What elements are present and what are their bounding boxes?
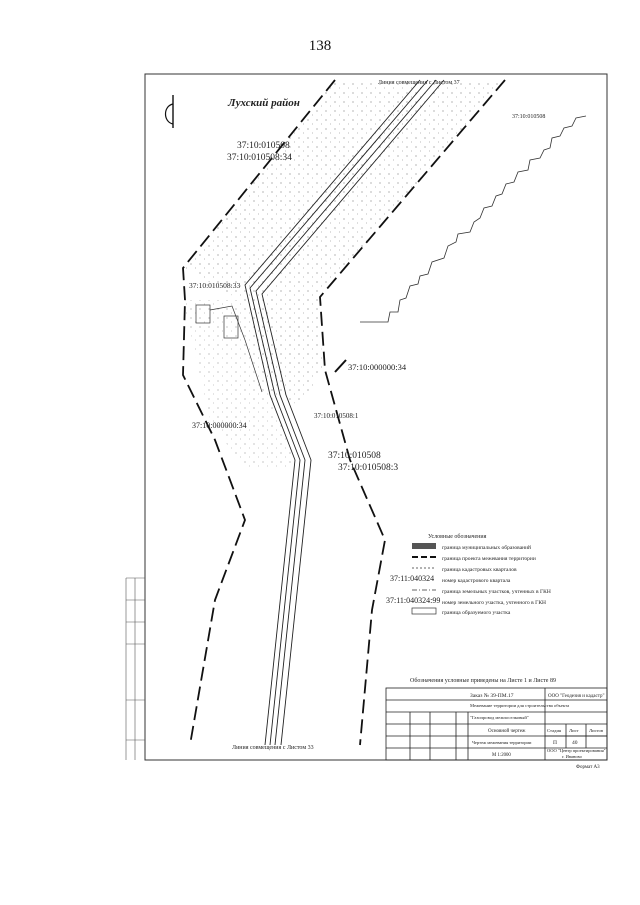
label-upper-parcel: 37:10:010508:34 bbox=[227, 153, 292, 163]
label-upper-quarter: 37:10:010508 bbox=[237, 141, 290, 151]
label-left-parcel: 37:10:000000:34 bbox=[192, 421, 247, 430]
title-drawing: Основной чертеж bbox=[488, 729, 526, 734]
title-sheet-value: 40 bbox=[572, 740, 578, 746]
label-left-small: 37:10:010508:33 bbox=[189, 281, 241, 290]
legend-item-7: граница образуемого участка bbox=[442, 610, 511, 616]
title-org-city: г. Иваново bbox=[562, 754, 582, 759]
title-code: Заказ № 39-ПМ.17 bbox=[470, 693, 514, 699]
title-drawing-sub: Чертеж межевания территории bbox=[472, 740, 532, 745]
legend-item-3: граница кадастровых кварталов bbox=[442, 567, 517, 573]
top-right-note: 37:10:010508 bbox=[512, 114, 546, 120]
parcel-tick bbox=[335, 360, 346, 372]
legend bbox=[386, 533, 551, 616]
label-middle-right: 37:10:000000:34 bbox=[348, 362, 407, 372]
title-object: Межевание территории для строительства объекта bbox=[470, 703, 570, 708]
legend-sample-new bbox=[412, 608, 436, 614]
page-number: 138 bbox=[308, 38, 332, 54]
legend-item-1: граница муниципальных образований bbox=[442, 545, 531, 551]
bottom-note: Обозначения условные приведены на Листе 1 и Листе 89 bbox=[410, 678, 556, 684]
title-stage-value: П bbox=[553, 740, 557, 746]
label-lower-quarter: 37:10:010508 bbox=[328, 451, 381, 461]
legend-item-5: граница земельных участков, учтенных в ГКН bbox=[442, 589, 551, 595]
label-lower-parcel: 37:10:010508:3 bbox=[338, 463, 399, 473]
legend-sample-municipal bbox=[412, 543, 436, 549]
legend-item-6: номер земельного участка, учтенного в ГКН bbox=[442, 600, 546, 606]
legend-sample-parcel-number: 37:11:040324:99 bbox=[386, 596, 441, 605]
legend-sample-quarter-number: 37:11:040324 bbox=[390, 574, 435, 583]
title-sheet: Лист bbox=[569, 728, 579, 733]
legend-item-2: граница проекта межевания территории bbox=[442, 556, 536, 562]
bottom-boundary-label: Линия совмещения с Листом 33 bbox=[232, 745, 314, 751]
title-sheets: Листов bbox=[589, 728, 604, 733]
title-scale: М 1:2000 bbox=[492, 753, 511, 758]
title-format: Формат А3 bbox=[576, 765, 600, 770]
binding-margin bbox=[126, 578, 145, 760]
label-center-parcel: 37:10:010508:1 bbox=[314, 412, 359, 420]
title-object-sub: "Газопровод межпоселковый" bbox=[470, 715, 529, 720]
top-boundary-label: Линия совмещения с Листом 37 bbox=[378, 80, 460, 86]
legend-item-4: номер кадастрового квартала bbox=[442, 578, 511, 584]
legend-title: Условные обозначения bbox=[428, 534, 487, 540]
north-arrow-icon bbox=[166, 95, 174, 128]
title-stage: Стадия bbox=[547, 728, 562, 733]
district-name: Лухский район bbox=[228, 97, 300, 109]
title-firm: ООО "Геодезия и кадастр" bbox=[548, 694, 605, 699]
title-org: ООО "Центр проектирования" bbox=[547, 748, 606, 753]
